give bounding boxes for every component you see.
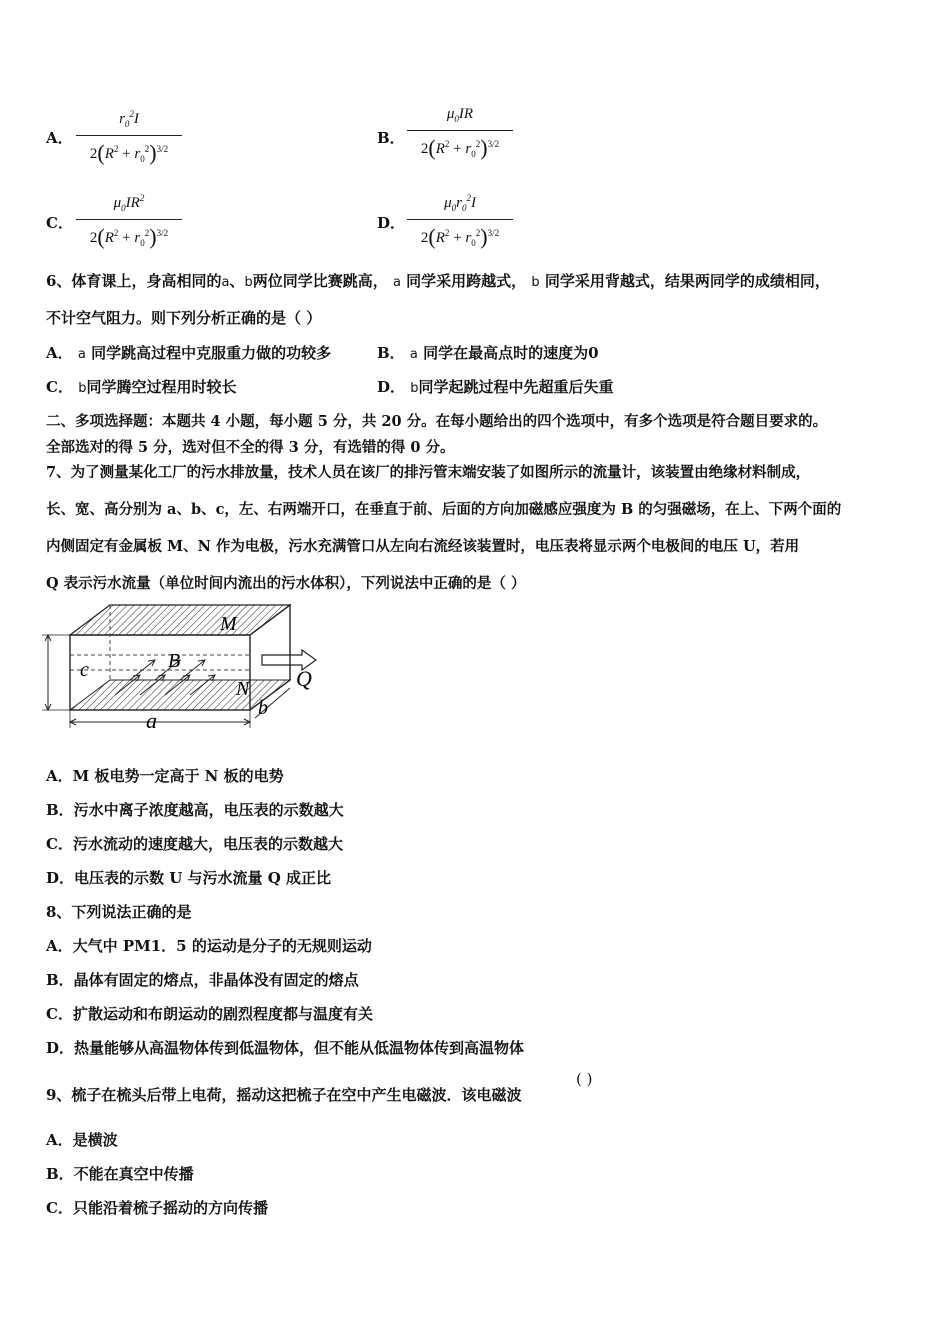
section2-line2: 全部选对的得 5 分，选对但不全的得 3 分，有选错的得 0 分。: [46, 439, 455, 456]
q8-option-d: D．热量能够从高温物体传到低温物体，但不能从低温物体传到高温物体: [46, 1039, 525, 1057]
q9-answer-paren: ( ): [576, 1070, 593, 1088]
label-c: c: [80, 659, 89, 681]
option-label: D．: [377, 214, 406, 232]
q7-stem-line1: 7、为了测量某化工厂的污水排放量，技术人员在该厂的排污管末端安装了如图所示的流量计，该装置由绝缘材料制成，: [46, 464, 811, 481]
q7-option-a: A．M 板电势一定高于 N 板的电势: [46, 767, 284, 785]
label-m: M: [220, 613, 237, 635]
q9-option-b: B．不能在真空中传播: [46, 1165, 194, 1183]
label-q: Q: [296, 666, 312, 691]
q6-option-d: D． b同学起跳过程中先超重后失重: [377, 378, 614, 396]
q7-option-c: C．污水流动的速度越大，电压表的示数越大: [46, 835, 343, 853]
option-label: B．: [377, 129, 405, 147]
q7-option-b: B．污水中离子浓度越高，电压表的示数越大: [46, 801, 344, 819]
q9-option-a: A．是横波: [46, 1131, 118, 1149]
q6-option-a: A． a 同学跳高过程中克服重力做的功较多: [46, 344, 332, 362]
q8-option-c: C．扩散运动和布朗运动的剧烈程度都与温度有关: [46, 1005, 373, 1023]
formula-b: $\mu_0IR$ $2(R^2 + r_0^2)^{3/2}$: [407, 104, 513, 165]
q8-option-b: B．晶体有固定的熔点，非晶体没有固定的熔点: [46, 971, 359, 989]
q7-option-d: D．电压表的示数 U 与污水流量 Q 成正比: [46, 869, 332, 887]
label-b: b: [258, 697, 268, 719]
section2-line1: 二、多项选择题：本题共 4 小题，每小题 5 分，共 20 分。在每小题给出的四个选项中，有多个选项是符合题目要求的。: [46, 413, 828, 430]
option-label: C．: [46, 214, 73, 232]
q6-option-c: C． b同学腾空过程用时较长: [46, 378, 237, 396]
option-label: A．: [46, 129, 73, 147]
formula-c: $\mu_0IR^2$ $2(R^2 + r_0^2)^{3/2}$: [76, 188, 182, 254]
q7-stem-line4: Q 表示污水流量（单位时间内流出的污水体积），下列说法中正确的是（ ）: [46, 575, 526, 592]
q9-option-c: C．只能沿着梳子摇动的方向传播: [46, 1199, 268, 1217]
q6-stem-line2: 不计空气阻力。则下列分析正确的是（ ）: [46, 309, 322, 327]
formula-d: $\mu_0r_0^2I$ $2(R^2 + r_0^2)^{3/2}$: [407, 188, 513, 254]
q6-stem-line1: 6、体育课上，身高相同的a、b两位同学比赛跳高， a 同学采用跨越式， b 同学采用背越式，结果两同学的成绩相同，: [46, 272, 830, 290]
q7-stem-line2: 长、宽、高分别为 a、b、c，左、右两端开口，在垂直于前、后面的方向加磁感应强度为 B 的匀强磁场，在上、下两个面的: [46, 501, 842, 518]
label-n: N: [236, 678, 250, 700]
q9-stem: 9、梳子在梳头后带上电荷，摇动这把梳子在空中产生电磁波．该电磁波: [46, 1086, 522, 1104]
label-b-field: B: [168, 650, 181, 672]
flowmeter-figure: [40, 600, 330, 740]
q6-option-b: B． a 同学在最高点时的速度为0: [377, 344, 599, 362]
q7-stem-line3: 内侧固定有金属板 M、N 作为电极，污水充满管口从左向右流经该装置时，电压表将显示两个电极间的电压 U，若用: [46, 538, 800, 555]
q8-option-a: A．大气中 PM1．5 的运动是分子的无规则运动: [46, 937, 372, 955]
formula-a: $r_0^2I$ $2(R^2 + r_0^2)^{3/2}$: [76, 104, 182, 170]
label-a: a: [146, 708, 157, 733]
q8-stem: 8、下列说法正确的是: [46, 903, 192, 921]
